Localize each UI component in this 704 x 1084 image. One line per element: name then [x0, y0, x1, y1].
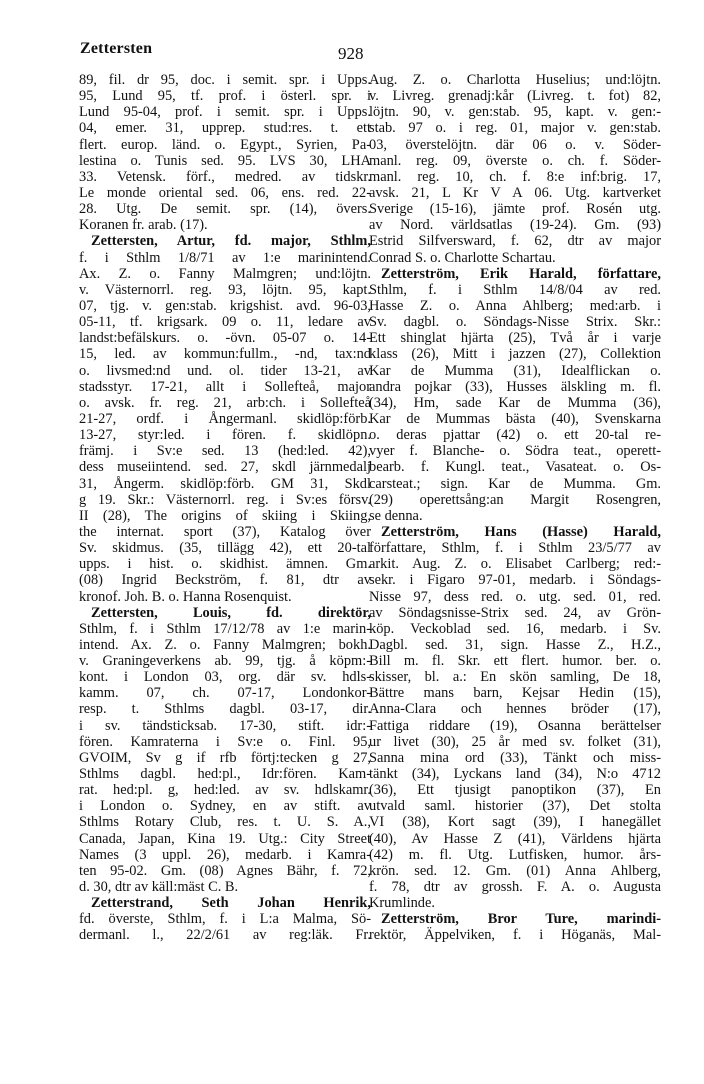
text-line: bearb. f. Kungl. teat., Vasateat. o. Os- [369, 459, 661, 476]
entry-headword-line: Zetterstrand, Seth Johan Henrik, [91, 895, 371, 912]
text-line: Ax. Z. o. Fanny Malmgren; und:löjtn. [79, 265, 371, 282]
text-line: the internat. sport (37), Katalog över [79, 523, 371, 540]
entry-headword-line: Zetterström, Hans (Hasse) Harald, [381, 523, 661, 540]
text-line: carsteat.; sign. Kar de Mumma. Gm. [369, 475, 661, 492]
text-line: Nisse 97, dess red. o. utg. sed. 01, red. [369, 588, 661, 605]
text-line: stab. 97 o. i reg. 01, major v. gen:stab. [369, 120, 661, 137]
text-line: landst:befälskurs. o. -övn. 05-07 o. 14- [79, 330, 371, 347]
text-line: Kar de Mumma (31), Idealflickan o. [369, 362, 661, 379]
text-line: klass (26), Mitt i jazzen (27), Collektion [369, 346, 661, 363]
text-line: resp. t. Sthlms dagbl. 03-17, dir. [79, 701, 371, 718]
text-line: författare, Sthlm, f. i Sthlm 23/5/77 av [369, 540, 661, 557]
text-line: Sthlm, f. i Sthlm 17/12/78 av 1:e marin- [79, 620, 371, 637]
text-line: i sv. tändsticksab. 17-30, stift. idr:- [79, 717, 371, 734]
text-line: Kar de Mummas bästa (40), Svenskarna [369, 410, 661, 427]
text-line: o. avsk. fr. reg. 21, arb:ch. i Sollefteå [79, 394, 371, 411]
text-line: Hasse Z. o. Anna Ahlberg; med:arb. i [369, 297, 661, 314]
text-line: v. Livreg. grenadj:kår (Livreg. t. fot) 82, [369, 88, 661, 105]
text-line: utvald saml. historier (37), Det stolta [369, 798, 661, 815]
text-line: Aug. Z. o. Charlotta Huselius; und:löjtn. [369, 72, 661, 88]
text-line: fd. överste, Sthlm, f. i L:a Malma, Sö- [79, 911, 371, 928]
text-line: 31, Ångerm. skidlöp:förb. GM 31, Skdl [79, 475, 371, 492]
text-line: Dagbl. sed. 31, sign. Hasse Z., H.Z., [369, 636, 661, 653]
text-line: Sthlms dagbl. hed:pl., Idr:fören. Kam- [79, 766, 371, 783]
text-line: löjtn. 90, v. gen:stab. 95, kapt. v. gen:- [369, 104, 661, 121]
text-line: Names (3 uppl. 26), medarb. i Kamra- [79, 846, 371, 863]
text-line: 95, Lund 95, tf. prof. i österl. spr. i [79, 88, 371, 105]
text-line: Lund 95-04, prof. i semit. spr. i Upps. [79, 104, 371, 121]
text-line: (34), Hm, sade Kar de Mumma (36), [369, 394, 661, 411]
text-line: fören. Kamraterna i Sv:e o. Finl. 95, [79, 733, 371, 750]
left-column [79, 72, 371, 944]
text-line: 07, tjg. v. gen:stab. krigshist. avd. 96-03, [79, 297, 371, 314]
text-line: Sv. dagbl. o. Söndags-Nisse Strix. Skr.: [369, 314, 661, 331]
text-line: av Söndagsnisse-Strix sed. 24, av Grön- [369, 604, 661, 621]
text-line: ur livet (30), 25 år med sv. folket (31), [369, 733, 661, 750]
text-line: stadsstyr. 17-21, allt i Sollefteå, major [79, 378, 371, 395]
text-line: 04, emer. 31, upprep. stud:res. t. ett [79, 120, 371, 137]
text-line: Bill m. fl. Skr. ett flert. humor. ber. o. [369, 653, 661, 670]
text-line: flert. europ. länd. o. Egypt., Syrien, Pa- [79, 136, 371, 153]
text-line: kont. i London 03, org. där sv. hdls- [79, 669, 371, 686]
text-line: Sverige (15-16), jämte prof. Rosén utg. [369, 201, 661, 218]
text-line: 33. Vetensk. förf., medred. av tidskr. [79, 168, 371, 185]
text-line: skisser, bl. a.: En skön samling, De 18, [369, 669, 661, 686]
text-line: Le monde oriental sed. 06, ens. red. 22- [79, 184, 371, 201]
text-line: Sanna mina ord (33), Tänkt och miss- [369, 749, 661, 766]
text-line: 89, fil. dr 95, doc. i semit. spr. i Upps. [79, 72, 371, 88]
text-line: Ett shinglat hjärta (25), Två år i varje [369, 330, 661, 347]
text-line: (29) operettsång:an Margit Rosengren, [369, 491, 661, 508]
text-line: dermanl. l., 22/2/61 av reg:läk. Fr. [79, 927, 371, 944]
text-line: f. i Sthlm 1/8/71 av 1:e marinintend. [79, 249, 371, 266]
text-line: (36), Ett tjusigt panoptikon (37), En [369, 782, 661, 799]
text-line: Sthlm, f. i Sthlm 14/8/04 av red. [369, 281, 661, 298]
text-line: Conrad S. o. Charlotte Schartau. [369, 249, 556, 266]
text-line: GVOIM, Sv g if rfb förtj:tecken g 27, [79, 749, 371, 766]
right-column [369, 72, 661, 944]
text-line: 28. Utg. De semit. spr. (14), övers. [79, 201, 371, 218]
text-line: 15, led. av kommun:fullm., -nd, tax:nd [79, 346, 371, 363]
text-line: rat. hed:pl. g, hed:led. av sv. hdlskamr. [79, 782, 371, 799]
text-line: avsk. 21, L Kr V A 06. Utg. kartverket [369, 184, 661, 201]
text-line: Estrid Silfversward, f. 62, dtr av major [369, 233, 661, 250]
text-line: av Nord. världsatlas (19-24). Gm. (93) [369, 217, 661, 234]
text-line: Sthlms Rotary Club, res. t. U. S. A., [79, 814, 371, 831]
text-line: arkit. Aug. Z. o. Elisabet Carlberg; red:- [369, 556, 661, 573]
text-line: (42) m. fl. Utg. Lutfisken, humor. års- [369, 846, 661, 863]
text-line: vyer f. Blanche- o. Södra teat., operett- [369, 443, 661, 460]
text-line: främj. i Sv:e sed. 13 (hed:led. 42), [79, 443, 371, 460]
text-line: (40), Av Hasse Z (41), Världens hjärta [369, 830, 661, 847]
text-line: Fattiga riddare (19), Osanna berättelser [369, 717, 661, 734]
text-line: o. deras pjattar (42) o. ett 20-tal re- [369, 427, 661, 444]
text-line: dess museiintend. sed. 27, skdl järnmedalj [79, 459, 371, 476]
entry-headword-line: Zetterström, Bror Ture, marindi- [381, 911, 661, 928]
text-line: g 19. Skr.: Västernorrl. reg. i Sv:es försv. [79, 491, 371, 508]
text-line: sekr. i Figaro 97-01, medarb. i Söndags- [369, 572, 661, 589]
text-line: andra pojkar (33), Husses älskling m. fl. [369, 378, 661, 395]
text-line: d. 30, dtr av käll:mäst C. B. [79, 879, 239, 896]
running-head: Zettersten [80, 40, 153, 57]
text-line: 13-27, styr:led. i fören. f. skidlöpn. [79, 427, 371, 444]
text-line: intend. Ax. Z. o. Fanny Malmgren; bokh. [79, 636, 371, 653]
text-line: v. Graningeverkens ab. 99, tjg. å köpm:- [79, 653, 371, 670]
text-line: manl. reg. 09, överste o. ch. f. Söder- [369, 152, 661, 169]
entry-headword-line: Zettersten, Louis, fd. direktör, [91, 604, 371, 621]
text-line: i London o. Sydney, en av stift. av [79, 798, 371, 815]
text-line: kronof. Joh. B. o. Hanna Rosenquist. [79, 588, 292, 605]
text-line: Canada, Japan, Kina 19. Utg.: City Street [79, 830, 371, 847]
entry-headword-line: Zettersten, Artur, fd. major, Sthlm, [91, 233, 371, 250]
text-line: Anna-Clara och hennes bröder (17), [369, 701, 661, 718]
text-line: upps. i hist. o. skidhist. ämnen. Gm. [79, 556, 371, 573]
text-line: krön. sed. 12. Gm. (01) Anna Ahlberg, [369, 862, 661, 879]
text-line: 21-27, ordf. i Ångermanl. skidlöp:förb. [79, 410, 371, 427]
text-line: f. 78, dtr av grossh. F. A. o. Augusta [369, 879, 661, 896]
text-line: Bättre mans barn, Kejsar Hedin (15), [369, 685, 661, 702]
page-number: 928 [338, 44, 364, 63]
text-line: lestina o. Tunis sed. 95. LVS 30, LHA [79, 152, 371, 169]
text-line: se denna. [369, 507, 423, 524]
text-line: Koranen fr. arab. (17). [79, 217, 208, 234]
text-line: rektör, Äppelviken, f. i Höganäs, Mal- [369, 927, 661, 944]
text-line: 03, överstelöjtn. där 06 o. v. Söder- [369, 136, 661, 153]
text-line: Krumlinde. [369, 895, 435, 912]
text-line: manl. reg. 10, ch. f. 8:e inf:brig. 17, [369, 168, 661, 185]
text-line: v. Västernorrl. reg. 93, löjtn. 95, kapt. [79, 281, 371, 298]
text-line: II (28), The origins of skiing i Skiing, [79, 507, 371, 524]
text-line: ten 95-02. Gm. (08) Agnes Bähr, f. 72, [79, 862, 371, 879]
text-line: o. livsmed:nd und. ol. tider 13-21, av [79, 362, 371, 379]
text-line: köp. Veckoblad sed. 16, medarb. i Sv. [369, 620, 661, 637]
text-line: 05-11, tf. krigsark. 09 o. 11, ledare av [79, 314, 371, 331]
entry-headword-line: Zetterström, Erik Harald, författare, [381, 265, 661, 282]
text-line: kamm. 07, ch. 07-17, Londonkor- [79, 685, 371, 702]
text-line: VI (38), Kort sagt (39), I hanegället [369, 814, 661, 831]
text-line: Sv. skidmus. (35, tillägg 42), ett 20-tal [79, 540, 371, 557]
text-line: tänkt (34), Lyckans land (34), N:o 4712 [369, 766, 661, 783]
text-line: (08) Ingrid Beckström, f. 81, dtr av [79, 572, 371, 589]
